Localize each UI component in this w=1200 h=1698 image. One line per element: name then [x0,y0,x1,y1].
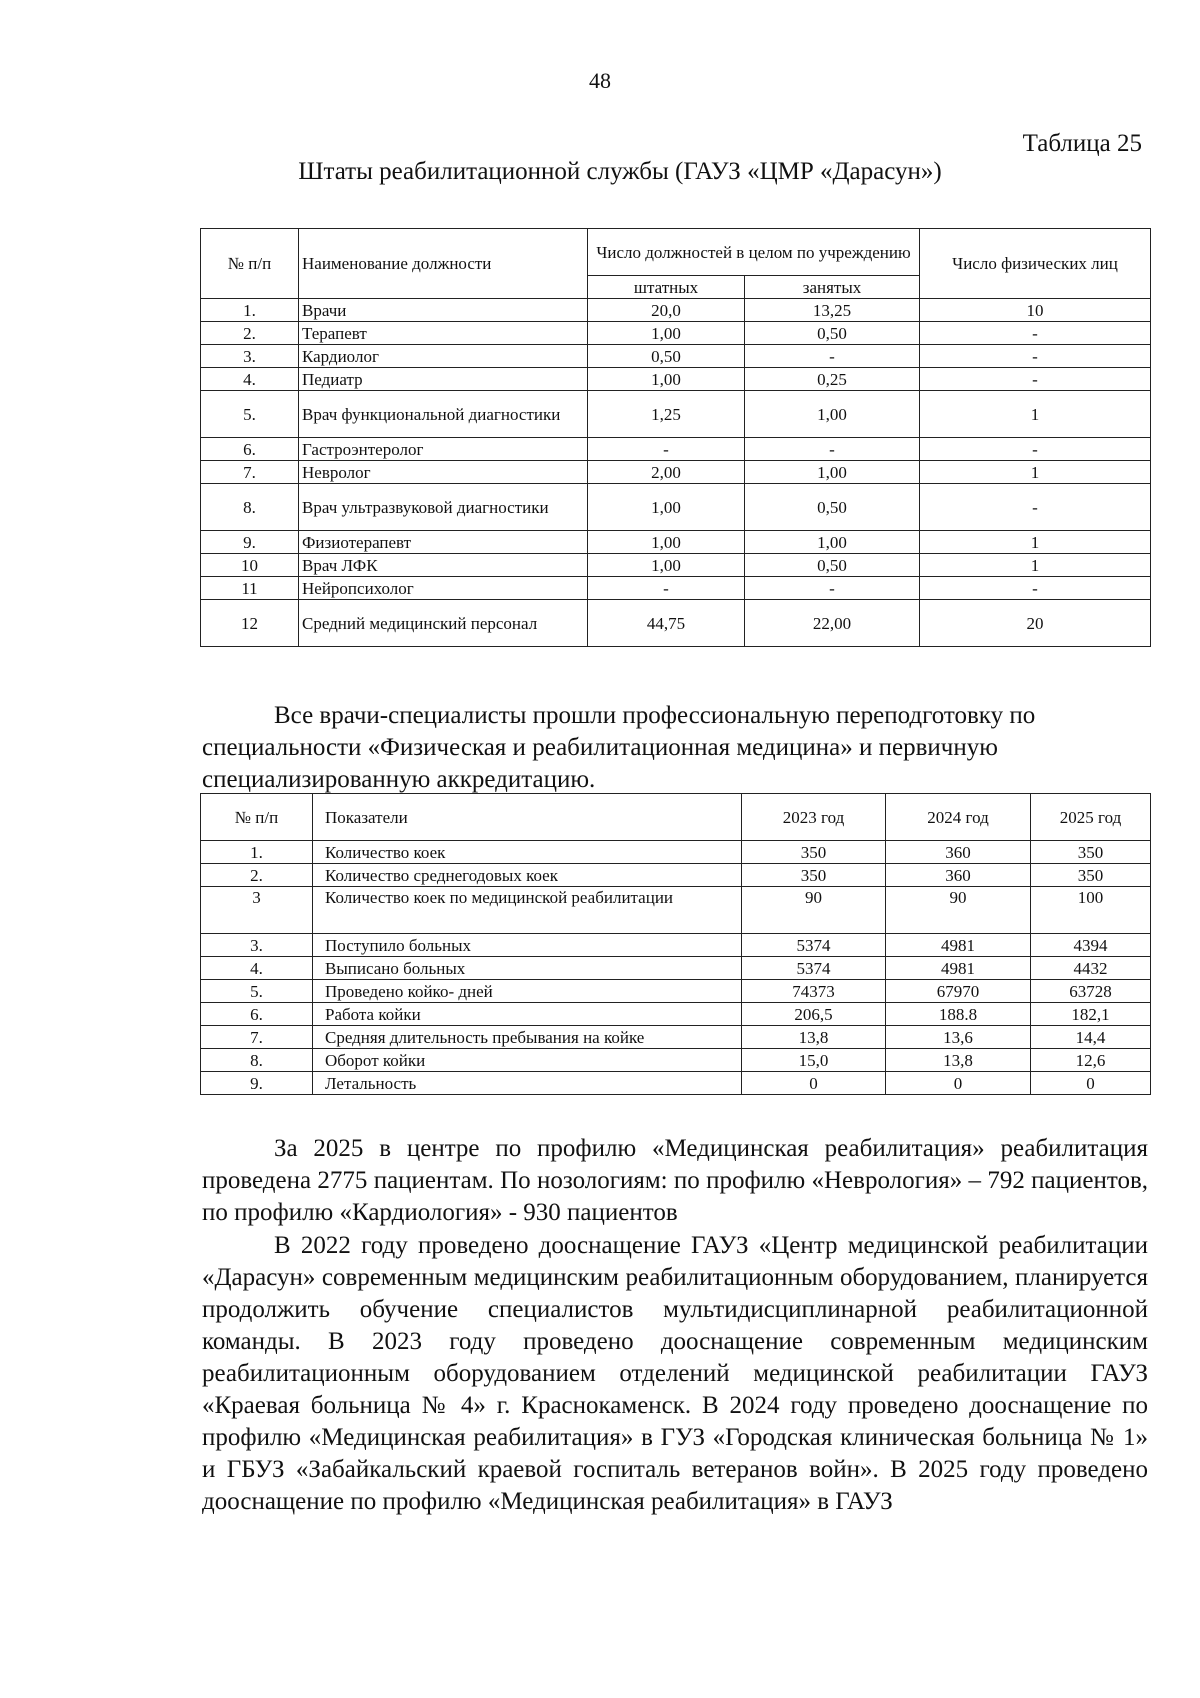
staff-count: 1,00 [588,322,745,345]
table-label: Таблица 25 [1022,130,1142,157]
persons-count: 20 [920,600,1151,647]
position-name: Кардиолог [299,345,588,368]
table-row [201,368,1151,391]
row-number: 12 [201,600,299,647]
persons-count: 1 [920,461,1151,484]
staff-count: 1,00 [588,484,745,531]
table-title: Штаты реабилитационной службы (ГАУЗ «ЦМР «Дарасун») [298,158,942,185]
row-number: 7. [201,1026,313,1049]
persons-count: - [920,368,1151,391]
occupied-count: 1,00 [745,531,920,554]
indicator-name: Средняя длительность пребывания на койке [313,1026,742,1049]
header-staff: штатных [588,276,745,299]
paragraph-specialists: Все врачи-специалисты прошли профессиональную переподготовку по специальности «Физическая и реабилитационная медицина» и первичную специализированную аккредитацию. [202,702,1036,793]
row-number: 7. [201,461,299,484]
table-row [201,1026,1151,1049]
row-number: 8. [201,484,299,531]
table-header-row [201,229,1151,276]
value-2025: 100 [1031,887,1151,934]
table-row [201,864,1151,887]
row-number: 4. [201,957,313,980]
header-name: Наименование должности [299,229,588,299]
occupied-count: 1,00 [745,391,920,438]
value-2024: 0 [886,1072,1031,1095]
indicator-name: Количество коек [313,841,742,864]
value-2023: 13,8 [742,1026,886,1049]
value-2023: 5374 [742,934,886,957]
indicator-name: Летальность [313,1072,742,1095]
persons-count: 1 [920,531,1151,554]
row-number: 9. [201,531,299,554]
occupied-count: - [745,577,920,600]
value-2023: 350 [742,841,886,864]
row-number: 6. [201,1003,313,1026]
value-2025: 182,1 [1031,1003,1151,1026]
table-row [201,934,1151,957]
position-name: Средний медицинский персонал [299,600,588,647]
value-2025: 14,4 [1031,1026,1151,1049]
staff-table [200,228,1151,647]
row-number: 3 [201,887,313,934]
value-2024: 13,8 [886,1049,1031,1072]
header-2024: 2024 год [886,794,1031,841]
table-row [201,841,1151,864]
header-2025: 2025 год [1031,794,1151,841]
value-2024: 90 [886,887,1031,934]
staff-count: 1,00 [588,368,745,391]
persons-count: 1 [920,391,1151,438]
value-2025: 350 [1031,864,1151,887]
value-2024: 67970 [886,980,1031,1003]
occupied-count: 0,25 [745,368,920,391]
position-name: Физиотерапевт [299,531,588,554]
value-2024: 188.8 [886,1003,1031,1026]
row-number: 5. [201,980,313,1003]
row-number: 2. [201,864,313,887]
table-row [201,461,1151,484]
row-number: 1. [201,841,313,864]
value-2025: 63728 [1031,980,1151,1003]
table-row [201,391,1151,438]
persons-count: - [920,577,1151,600]
table-row [201,554,1151,577]
indicator-name: Работа койки [313,1003,742,1026]
indicator-name: Выписано больных [313,957,742,980]
table-header-row [201,794,1151,841]
value-2023: 74373 [742,980,886,1003]
staff-count: 44,75 [588,600,745,647]
table-row [201,531,1151,554]
row-number: 10 [201,554,299,577]
table-row [201,322,1151,345]
header-persons: Число физических лиц [920,229,1151,299]
occupied-count: - [745,345,920,368]
indicator-name: Поступило больных [313,934,742,957]
occupied-count: 0,50 [745,322,920,345]
value-2023: 206,5 [742,1003,886,1026]
position-name: Нейропсихолог [299,577,588,600]
row-number: 9. [201,1072,313,1095]
position-name: Гастроэнтеролог [299,438,588,461]
value-2024: 360 [886,841,1031,864]
header-positions: Число должностей в целом по учреждению [588,229,920,276]
position-name: Педиатр [299,368,588,391]
occupied-count: 0,50 [745,484,920,531]
paragraph-results-2025: За 2025 в центре по профилю «Медицинская реабилитация» реабилитация проведена 2775 пациентам. По нозологиям: по профилю «Неврология» – 792 пациентов, по профилю «Кардиология» - 930 пациентов [202,1135,1148,1226]
row-number: 5. [201,391,299,438]
position-name: Терапевт [299,322,588,345]
position-name: Невролог [299,461,588,484]
row-number: 8. [201,1049,313,1072]
value-2023: 90 [742,887,886,934]
row-number: 3. [201,345,299,368]
row-number: 2. [201,322,299,345]
position-name: Врачи [299,299,588,322]
indicators-table [200,793,1151,1095]
table-row [201,299,1151,322]
occupied-count: 0,50 [745,554,920,577]
persons-count: - [920,438,1151,461]
table-row [201,1003,1151,1026]
paragraph-equipment: В 2022 году проведено дооснащение ГАУЗ «Центр медицинской реабилитации «Дарасун» современным медицинским реабилитационным оборудованием, планируется продолжить обучение специалистов мультидисциплинарной реабилитационной команды. В 2023 году проведено дооснащение современным медицинским реабилитационным оборудованием отделений медицинской реабилитации ГАУЗ «Краевая больница № 4» г. Краснокаменск. В 2024 году проведено дооснащение по профилю «Медицинская реабилитация» в ГУЗ «Городская клиническая больница № 1» и ГБУЗ «Забайкальский краевой госпиталь ветеранов войн». В 2025 году проведено дооснащение по профилю «Медицинская реабилитация» в ГАУЗ [202,1232,1148,1515]
value-2025: 350 [1031,841,1151,864]
indicator-name: Количество среднегодовых коек [313,864,742,887]
persons-count: 10 [920,299,1151,322]
position-name: Врач функциональной диагностики [299,391,588,438]
row-number: 1. [201,299,299,322]
table-row [201,957,1151,980]
value-2025: 12,6 [1031,1049,1151,1072]
table-row [201,484,1151,531]
table-row [201,600,1151,647]
row-number: 11 [201,577,299,600]
occupied-count: - [745,438,920,461]
value-2024: 4981 [886,934,1031,957]
indicator-name: Количество коек по медицинской реабилитации [313,887,742,934]
indicator-name: Оборот койки [313,1049,742,1072]
staff-count: 20,0 [588,299,745,322]
value-2024: 4981 [886,957,1031,980]
header-name: Показатели [313,794,742,841]
row-number: 4. [201,368,299,391]
occupied-count: 22,00 [745,600,920,647]
value-2024: 13,6 [886,1026,1031,1049]
persons-count: - [920,322,1151,345]
value-2023: 15,0 [742,1049,886,1072]
table-row [201,577,1151,600]
row-number: 6. [201,438,299,461]
value-2023: 0 [742,1072,886,1095]
table-row [201,1049,1151,1072]
staff-count: 2,00 [588,461,745,484]
occupied-count: 13,25 [745,299,920,322]
value-2025: 4394 [1031,934,1151,957]
staff-count: - [588,438,745,461]
table-row [201,980,1151,1003]
staff-count: 1,25 [588,391,745,438]
table-row [201,1072,1151,1095]
row-number: 3. [201,934,313,957]
indicator-name: Проведено койко- дней [313,980,742,1003]
header-num: № п/п [201,794,313,841]
position-name: Врач ЛФК [299,554,588,577]
table-row [201,345,1151,368]
persons-count: 1 [920,554,1151,577]
header-num: № п/п [201,229,299,299]
value-2023: 5374 [742,957,886,980]
staff-count: 1,00 [588,554,745,577]
position-name: Врач ультразвуковой диагностики [299,484,588,531]
staff-count: 0,50 [588,345,745,368]
header-occupied: занятых [745,276,920,299]
header-2023: 2023 год [742,794,886,841]
staff-count: - [588,577,745,600]
value-2025: 0 [1031,1072,1151,1095]
persons-count: - [920,345,1151,368]
value-2025: 4432 [1031,957,1151,980]
persons-count: - [920,484,1151,531]
value-2024: 360 [886,864,1031,887]
occupied-count: 1,00 [745,461,920,484]
value-2023: 350 [742,864,886,887]
table-row [201,887,1151,934]
table-row [201,438,1151,461]
page-number: 48 [589,68,611,93]
staff-count: 1,00 [588,531,745,554]
